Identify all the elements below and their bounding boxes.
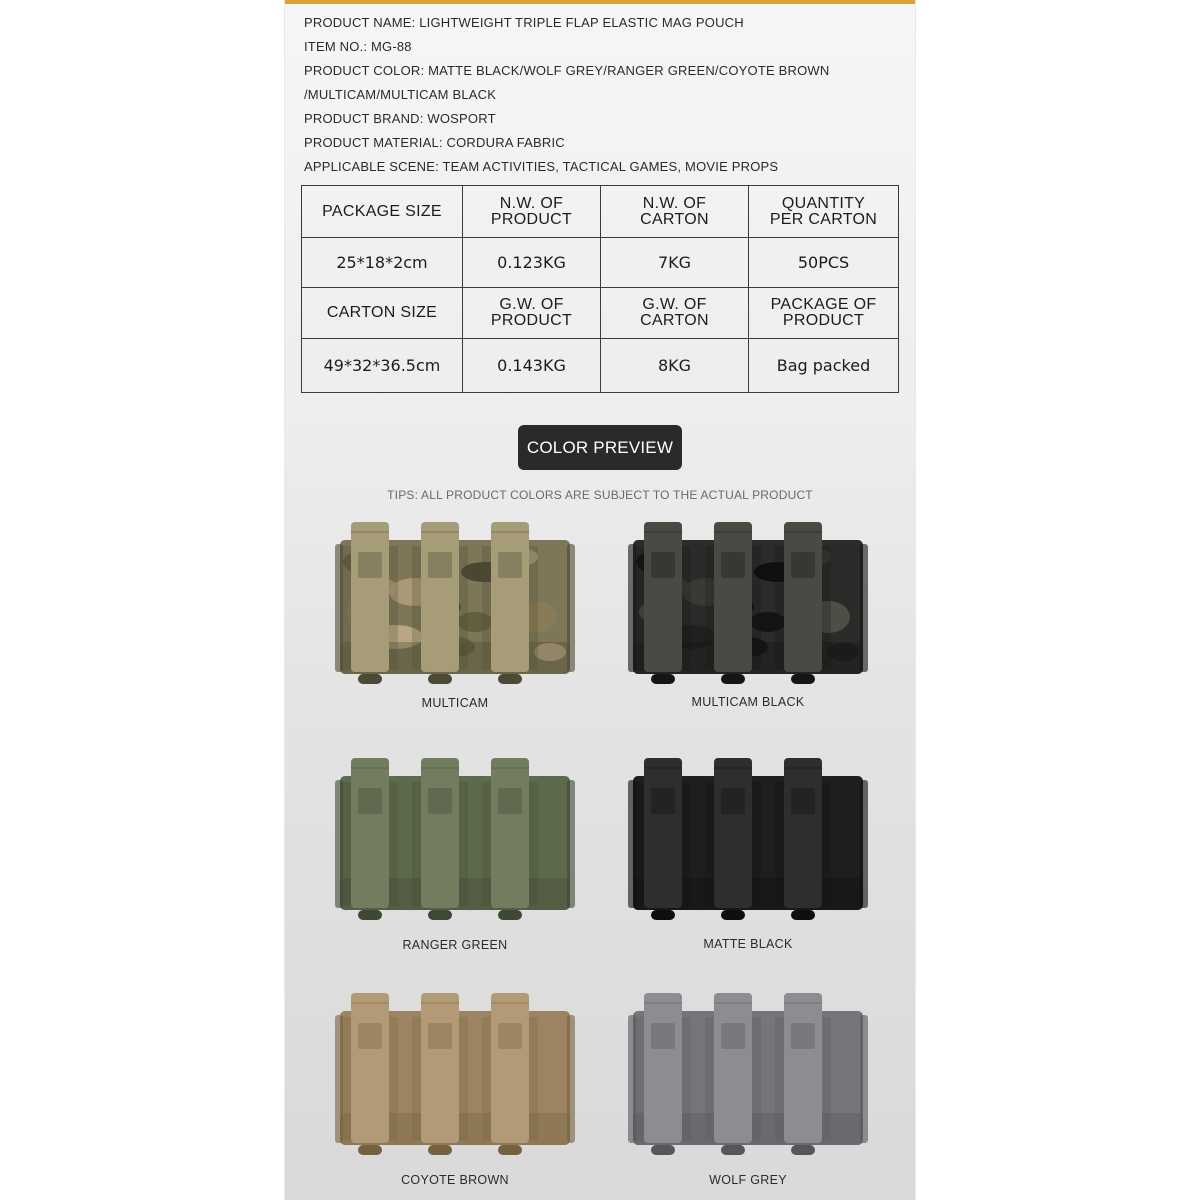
product-color-line-continued: /MULTICAM/MULTICAM BLACK	[304, 87, 497, 102]
pouch-pull-tab	[721, 910, 745, 920]
pouch-flap-hook-patch	[428, 552, 452, 578]
applicable-scene-line: APPLICABLE SCENE: TEAM ACTIVITIES, TACTICAL GAMES, MOVIE PROPS	[304, 159, 779, 174]
pouch-flap-hook-patch	[721, 1023, 745, 1049]
gw-carton-header	[601, 288, 749, 339]
pouch-flap-hook-patch	[428, 1023, 452, 1049]
pouch-flap-hook-patch	[498, 1023, 522, 1049]
color-tips-text: TIPS: ALL PRODUCT COLORS ARE SUBJECT TO THE ACTUAL PRODUCT	[387, 488, 813, 502]
pouch-right-binding	[860, 1015, 868, 1143]
pouch-pull-tab	[498, 910, 522, 920]
gw-product-value: 0.143KG	[463, 339, 601, 393]
pouch-flap-hook-patch	[358, 1023, 382, 1049]
pouch-pull-tab	[791, 1145, 815, 1155]
quantity-per-carton-header	[749, 186, 899, 238]
pouch-pull-tab	[651, 1145, 675, 1155]
product-brand-line: PRODUCT BRAND: WOSPORT	[304, 111, 496, 126]
pouch-right-binding	[567, 1015, 575, 1143]
pouch-left-binding	[628, 544, 636, 672]
color-preview-label: COLOR PREVIEW	[518, 425, 682, 470]
pouch-flap-hook-patch	[358, 552, 382, 578]
pouch-right-binding	[567, 544, 575, 672]
product-info-list	[304, 15, 904, 183]
top-accent-bar	[285, 0, 915, 4]
quantity-per-carton-header-text: QUANTITY PER CARTON	[769, 194, 878, 228]
color-label-ranger-green: RANGER GREEN	[402, 938, 508, 952]
pouch-flap-hook-patch	[428, 788, 452, 814]
pouch-flap	[714, 758, 752, 908]
pouch-pull-tab	[358, 674, 382, 684]
carton-size-value: 49*32*36.5cm	[302, 339, 463, 393]
mag-pouch-wolf-grey-image	[628, 993, 868, 1158]
pouch-pull-tab	[428, 1145, 452, 1155]
pouch-flap	[784, 993, 822, 1143]
pouch-left-binding	[628, 1015, 636, 1143]
pouch-pull-tab	[498, 1145, 522, 1155]
color-label-coyote-brown: COYOTE BROWN	[401, 1173, 509, 1187]
pouch-flap	[644, 522, 682, 672]
spec-value-row-2	[302, 339, 899, 393]
pouch-pull-tab	[651, 674, 675, 684]
pouch-right-binding	[860, 544, 868, 672]
package-size-value: 25*18*2cm	[302, 238, 463, 288]
package-of-product-header	[749, 288, 899, 339]
pouch-flap-hook-patch	[791, 552, 815, 578]
product-name-line: PRODUCT NAME: LIGHTWEIGHT TRIPLE FLAP ELASTIC MAG POUCH	[304, 15, 744, 30]
nw-product-header-text: N.W. OF PRODUCT	[490, 194, 573, 228]
quantity-per-carton-value: 50PCS	[749, 238, 899, 288]
pouch-flap	[351, 758, 389, 908]
mag-pouch-multicam-black-image	[628, 522, 868, 687]
pouch-pull-tab	[428, 910, 452, 920]
color-label-multicam-black: MULTICAM BLACK	[691, 695, 805, 709]
mag-pouch-matte-black-image	[628, 758, 868, 923]
gw-carton-value: 8KG	[601, 339, 749, 393]
nw-carton-header-text: N.W. OF CARTON	[640, 194, 709, 228]
pouch-left-binding	[335, 544, 343, 672]
pouch-flap	[351, 522, 389, 672]
pouch-left-binding	[335, 1015, 343, 1143]
pouch-flap	[714, 522, 752, 672]
package-of-product-value: Bag packed	[749, 339, 899, 393]
pouch-flap	[491, 522, 529, 672]
pouch-pull-tab	[651, 910, 675, 920]
product-material-line: PRODUCT MATERIAL: CORDURA FABRIC	[304, 135, 565, 150]
mag-pouch-coyote-brown-image	[335, 993, 575, 1158]
pouch-flap	[644, 993, 682, 1143]
pouch-pull-tab	[721, 674, 745, 684]
color-label-wolf-grey: WOLF GREY	[709, 1173, 787, 1187]
pouch-left-binding	[628, 780, 636, 908]
mag-pouch-multicam-image	[335, 522, 575, 687]
pouch-flap-hook-patch	[791, 788, 815, 814]
specification-table	[301, 185, 899, 393]
pouch-flap	[714, 993, 752, 1143]
pouch-right-binding	[860, 780, 868, 908]
spec-value-row-1	[302, 238, 899, 288]
pouch-flap	[421, 522, 459, 672]
mag-pouch-ranger-green-image	[335, 758, 575, 923]
pouch-flap-hook-patch	[498, 552, 522, 578]
pouch-right-binding	[567, 780, 575, 908]
pouch-flap	[644, 758, 682, 908]
pouch-flap	[784, 522, 822, 672]
pouch-pull-tab	[721, 1145, 745, 1155]
pouch-pull-tab	[358, 1145, 382, 1155]
nw-product-header	[463, 186, 601, 238]
pouch-flap	[491, 993, 529, 1143]
product-detail-panel	[285, 0, 915, 1200]
pouch-flap-hook-patch	[651, 552, 675, 578]
package-of-product-header-text: PACKAGE OF PRODUCT	[770, 296, 877, 329]
carton-size-header: CARTON SIZE	[302, 288, 463, 339]
pouch-flap	[421, 993, 459, 1143]
pouch-flap-hook-patch	[791, 1023, 815, 1049]
product-color-line: PRODUCT COLOR: MATTE BLACK/WOLF GREY/RANGER GREEN/COYOTE BROWN	[304, 63, 830, 78]
gw-carton-header-text: G.W. OF CARTON	[640, 296, 709, 329]
color-label-matte-black: MATTE BLACK	[703, 937, 793, 951]
nw-product-value: 0.123KG	[463, 238, 601, 288]
pouch-flap-hook-patch	[721, 552, 745, 578]
pouch-flap-hook-patch	[498, 788, 522, 814]
pouch-flap-hook-patch	[721, 788, 745, 814]
pouch-pull-tab	[791, 910, 815, 920]
item-number-line: ITEM NO.: MG-88	[304, 39, 412, 54]
pouch-left-binding	[335, 780, 343, 908]
pouch-pull-tab	[498, 674, 522, 684]
color-label-multicam: MULTICAM	[421, 696, 489, 710]
pouch-pull-tab	[428, 674, 452, 684]
pouch-flap	[784, 758, 822, 908]
pouch-flap-hook-patch	[651, 1023, 675, 1049]
package-size-header: PACKAGE SIZE	[302, 186, 463, 238]
gw-product-header-text: G.W. OF PRODUCT	[490, 296, 573, 329]
pouch-flap	[421, 758, 459, 908]
nw-carton-value: 7KG	[601, 238, 749, 288]
pouch-flap	[351, 993, 389, 1143]
pouch-flap-hook-patch	[358, 788, 382, 814]
nw-carton-header	[601, 186, 749, 238]
spec-header-row-2	[302, 288, 899, 339]
gw-product-header	[463, 288, 601, 339]
pouch-pull-tab	[791, 674, 815, 684]
pouch-flap	[491, 758, 529, 908]
pouch-pull-tab	[358, 910, 382, 920]
spec-header-row-1	[302, 186, 899, 238]
pouch-flap-hook-patch	[651, 788, 675, 814]
